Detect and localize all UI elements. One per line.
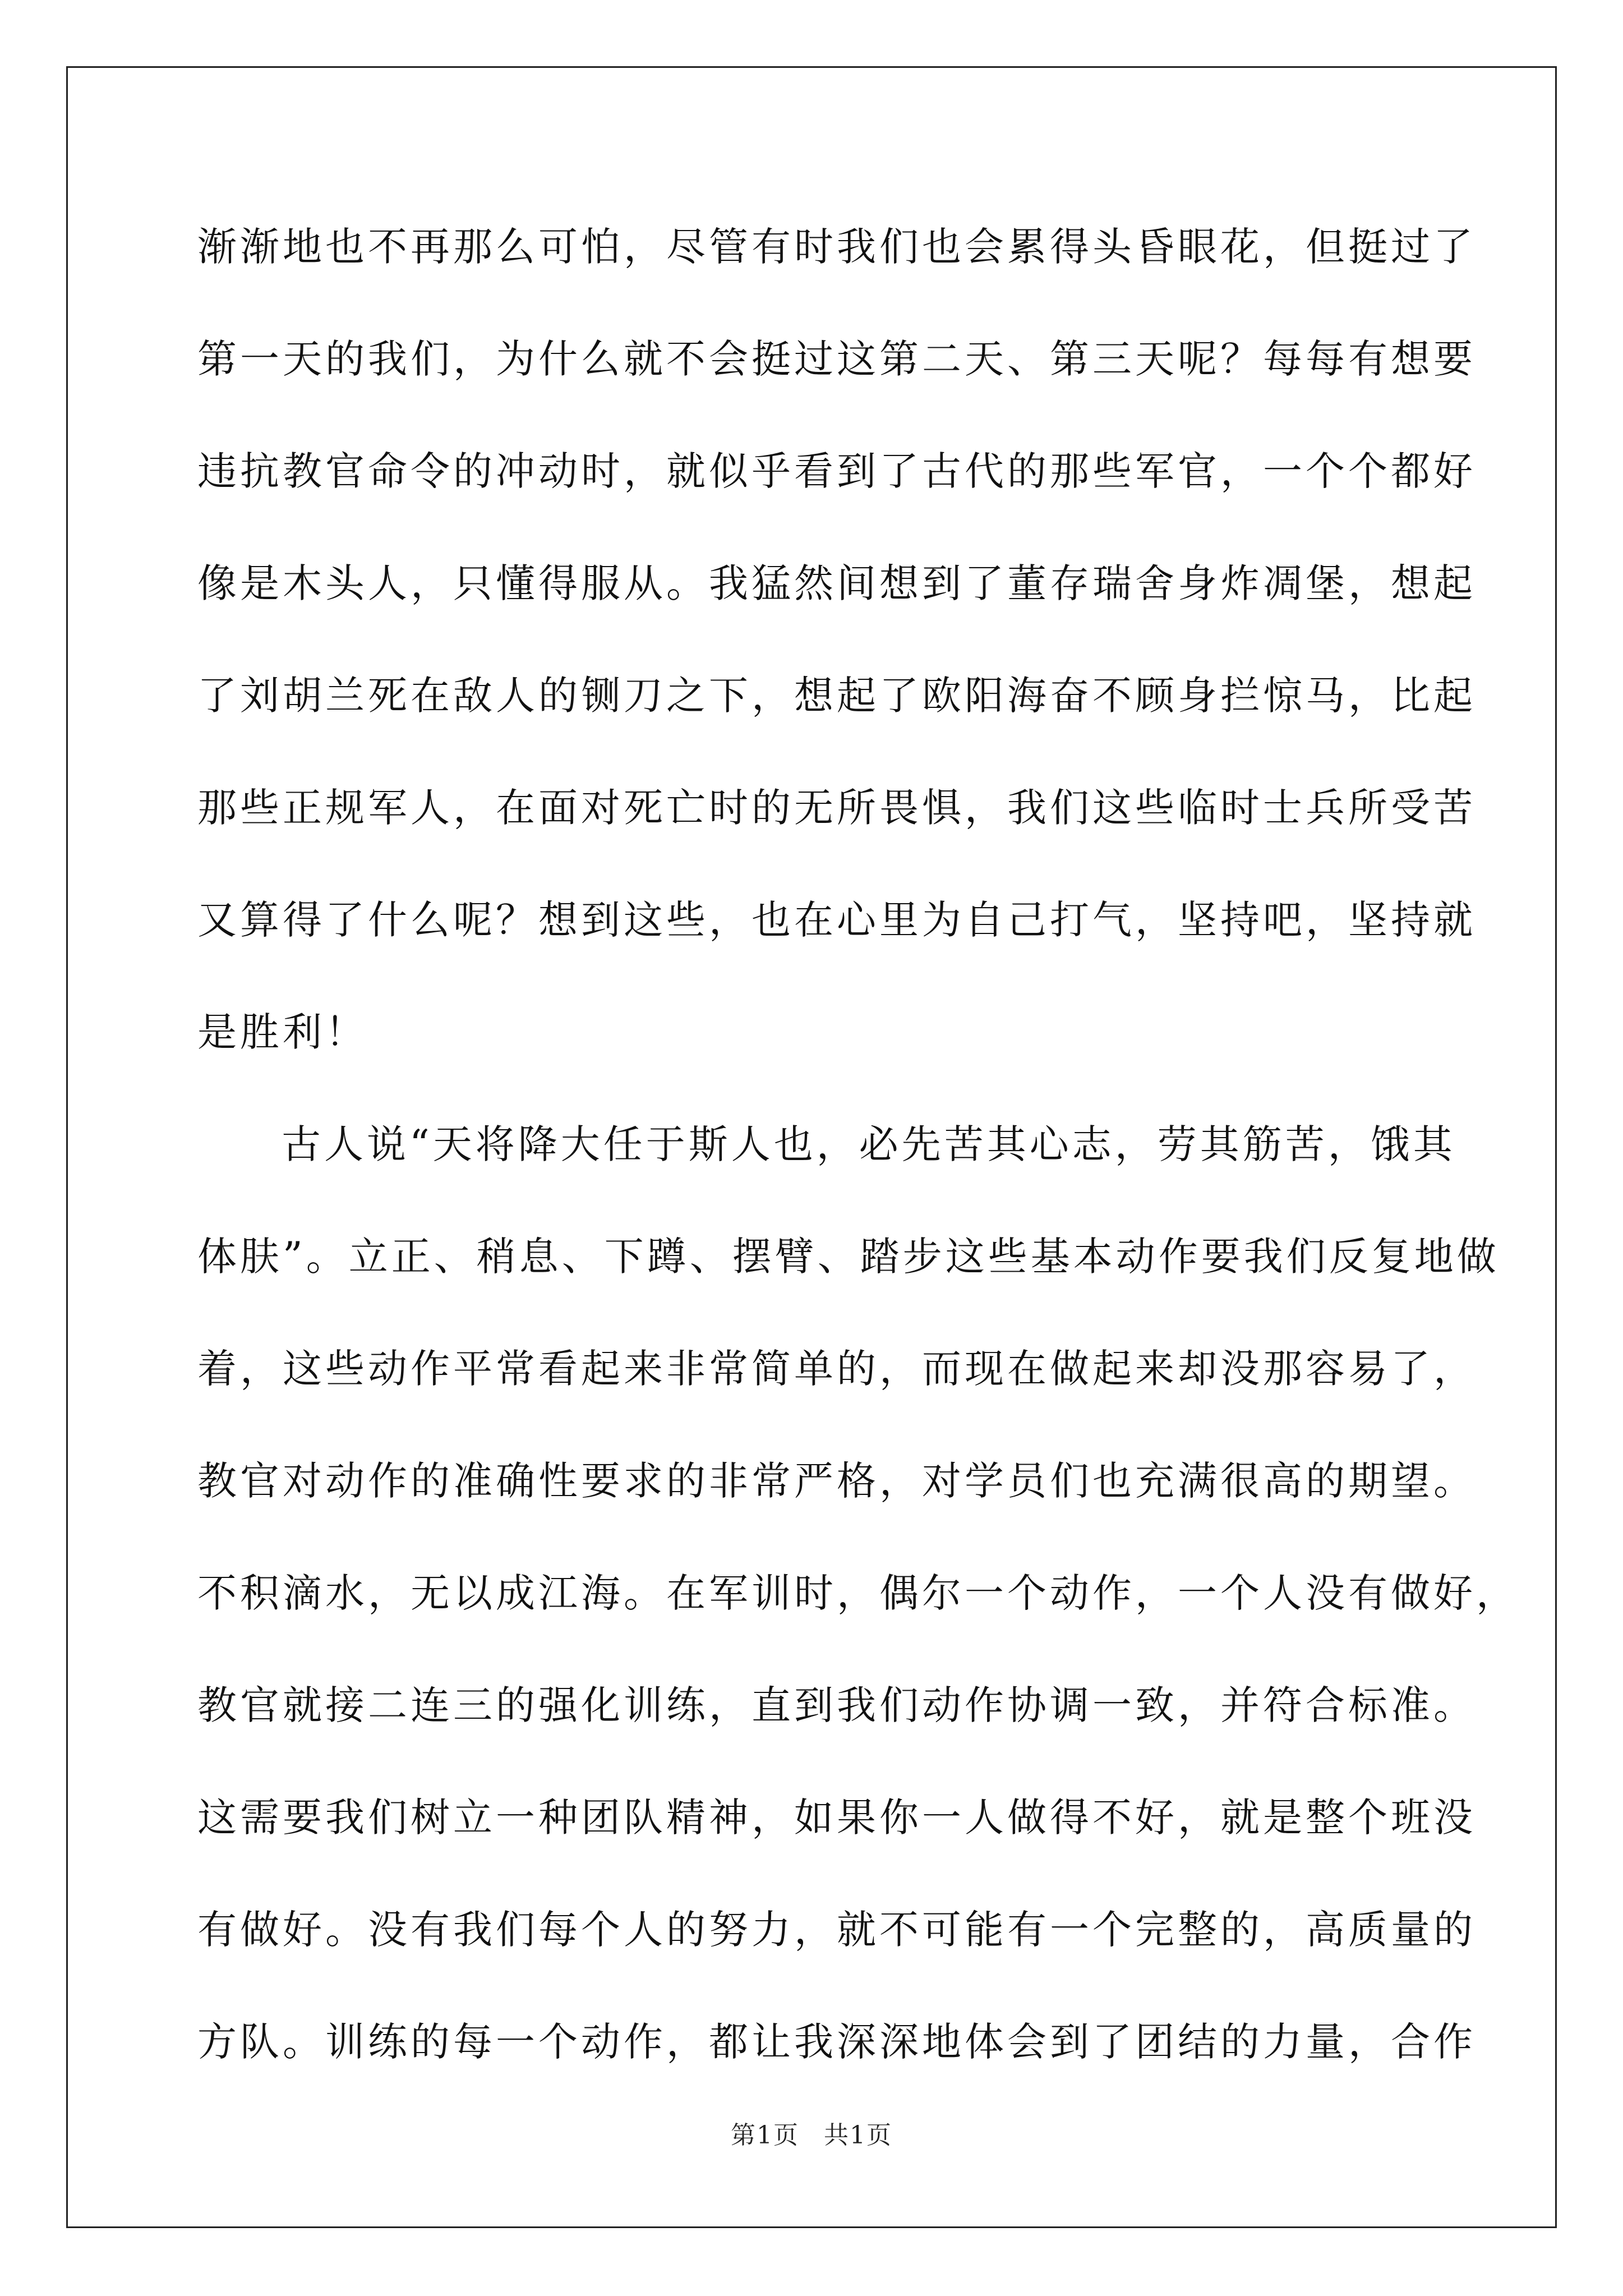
text-line: 了刘胡兰死在敌人的铡刀之下，想起了欧阳海奋不顾身拦惊马，比起 xyxy=(197,673,1476,719)
text-line: 又算得了什么呢？想到这些，也在心里为自己打气，坚持吧，坚持就 xyxy=(197,897,1476,943)
text-line: 违抗教官命令的冲动时，就似乎看到了古代的那些军官，一个个都好 xyxy=(197,448,1476,494)
text-line: 体肤”。立正、稍息、下蹲、摆臂、踏步这些基本动作要我们反复地做 xyxy=(197,1234,1500,1280)
text-line: 教官对动作的准确性要求的非常严格，对学员们也充满很高的期望。 xyxy=(197,1458,1476,1504)
text-line: 着，这些动作平常看起来非常简单的，而现在做起来却没那容易了， xyxy=(197,1346,1476,1392)
text-line: 第一天的我们，为什么就不会挺过这第二天、第三天呢？每每有想要 xyxy=(197,336,1476,382)
page-number: 第1页 xyxy=(731,2121,799,2150)
text-line: 那些正规军人，在面对死亡时的无所畏惧，我们这些临时士兵所受苦 xyxy=(197,785,1476,831)
page-footer xyxy=(0,2115,1623,2151)
text-line: 这需要我们树立一种团队精神，如果你一人做得不好，就是整个班没 xyxy=(197,1795,1476,1841)
page-total: 共1页 xyxy=(824,2121,892,2150)
text-line: 是胜利！ xyxy=(197,1009,368,1055)
text-line: 方队。训练的每一个动作，都让我深深地体会到了团结的力量，合作 xyxy=(197,2019,1476,2065)
text-line: 古人说“天将降大任于斯人也，必先苦其心志，劳其筋苦，饿其 xyxy=(282,1121,1456,1167)
document-body xyxy=(197,191,1519,2098)
text-line: 教官就接二连三的强化训练，直到我们动作协调一致，并符合标准。 xyxy=(197,1682,1476,1728)
text-line: 渐渐地也不再那么可怕，尽管有时我们也会累得头昏眼花，但挺过了 xyxy=(197,224,1476,270)
text-line: 不积滴水，无以成江海。在军训时，偶尔一个动作，一个人没有做好， xyxy=(197,1570,1519,1616)
text-line: 有做好。没有我们每个人的努力，就不可能有一个完整的，高质量的 xyxy=(197,1907,1476,1953)
text-line: 像是木头人，只懂得服从。我猛然间想到了董存瑞舍身炸凋堡，想起 xyxy=(197,560,1476,606)
